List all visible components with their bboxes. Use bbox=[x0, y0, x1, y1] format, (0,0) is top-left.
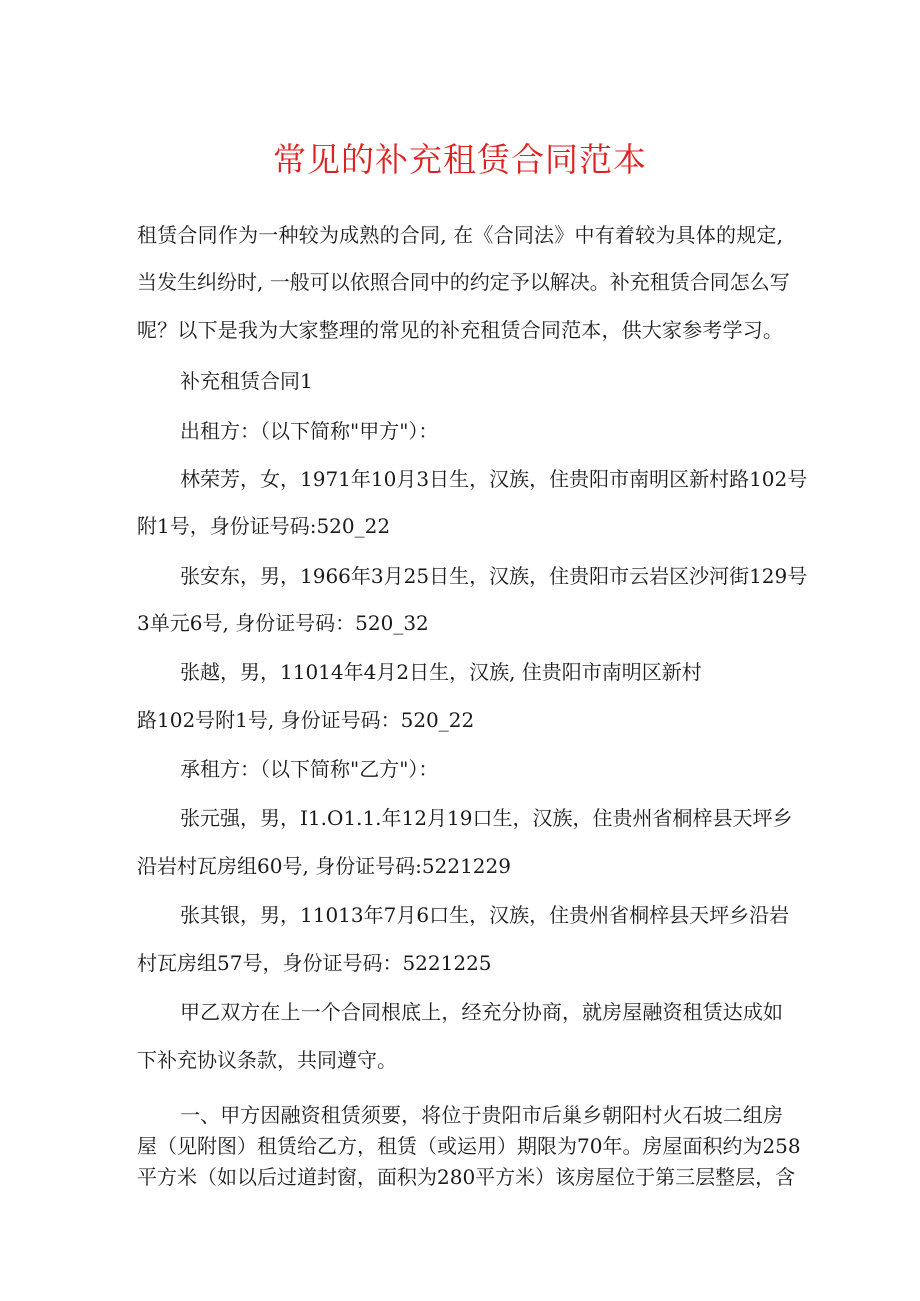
clause-1-line-2: 屋（见附图）租赁给乙方，租赁（或运用）期限为70年。房屋面积约为258 bbox=[137, 1134, 801, 1158]
lessee-2-line-2: 村瓦房组57号，身份证号码：5221225 bbox=[137, 951, 492, 975]
lessee-2-line-1: 张其银，男，11013年7月6口生，汉族，住贵州省桐梓县天坪乡沿岩 bbox=[180, 903, 790, 927]
clause-1-line-1: 一、甲方因融资租赁须要，将位于贵阳市后巢乡朝阳村火石坡二组房 bbox=[180, 1103, 783, 1127]
lessor-3-line-1: 张越，男，11014年4月2日生，汉族, 住贵阳市南明区新村 bbox=[180, 660, 702, 684]
lessee-1-line-2: 沿岩村瓦房组60号, 身份证号码:5221229 bbox=[137, 854, 511, 878]
intro-line-2: 当发生纠纷时, 一般可以依照合同中的约定予以解决。补充租赁合同怎么写 bbox=[137, 270, 790, 294]
section-heading: 补充租赁合同1 bbox=[180, 369, 313, 393]
agreement-line-2: 下补充协议条款，共同遵守。 bbox=[137, 1048, 397, 1072]
lessor-3-line-2: 路102号附1号, 身份证号码：520_22 bbox=[137, 708, 475, 732]
lessee-1-line-1: 张元强，男，I1.O1.1.年12月19口生，汉族，住贵州省桐梓县天坪乡 bbox=[180, 806, 793, 830]
lessor-heading: 出租方：（以下简称"甲方"）： bbox=[180, 419, 439, 443]
lessor-1-line-1: 林荣芳，女，1971年10月3日生，汉族，住贵阳市南明区新村路102号 bbox=[180, 467, 808, 491]
lessor-1-line-2: 附1号，身份证号码:520_22 bbox=[137, 514, 391, 538]
intro-line-3: 呢？以下是我为大家整理的常见的补充租赁合同范本，供大家参考学习。 bbox=[137, 318, 783, 342]
agreement-line-1: 甲乙双方在上一个合同根底上，经充分协商，就房屋融资租赁达成如 bbox=[180, 1000, 783, 1024]
lessor-2-line-2: 3单元6号, 身份证号码：520_32 bbox=[137, 611, 429, 635]
document-title: 常见的补充租赁合同范本 bbox=[273, 140, 647, 179]
lessee-heading: 承租方：（以下简称"乙方"）： bbox=[180, 757, 439, 781]
lessor-2-line-1: 张安东，男，1966年3月25日生，汉族，住贵阳市云岩区沙河街129号 bbox=[180, 564, 808, 588]
intro-line-1: 租赁合同作为一种较为成熟的合同, 在《合同法》中有着较为具体的规定, bbox=[137, 223, 783, 247]
clause-1-line-3: 平方米（如以后过道封窗，面积为280平方米）该房屋位于第三层整层，含 bbox=[137, 1165, 796, 1189]
